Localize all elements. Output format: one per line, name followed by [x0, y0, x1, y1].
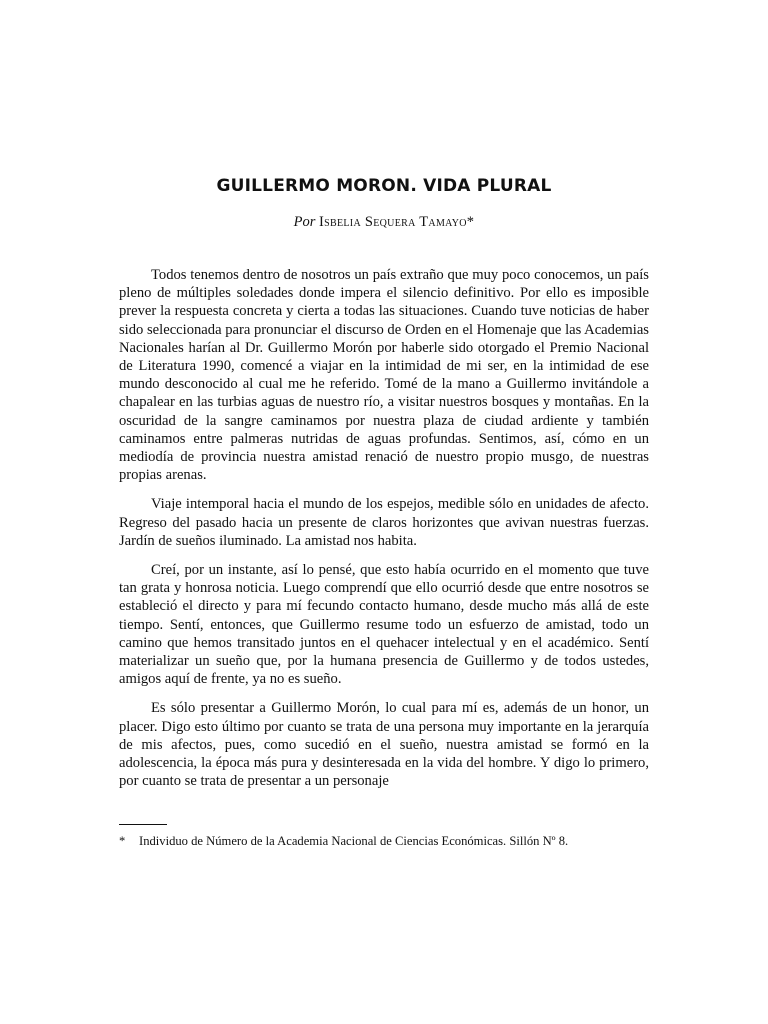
- paragraph-2: Viaje intemporal hacia el mundo de los espejos, medible sólo en unidades de afecto. Regreso del pasado hacia un presente de claros horizontes que avivan nuestras fuerzas. Jardín de sueños iluminado. La amistad nos habita.: [119, 496, 649, 549]
- footnote-mark: *: [119, 834, 126, 848]
- byline-prefix: Por: [293, 214, 316, 230]
- footnote: [119, 833, 649, 849]
- byline-author: Isbelia Sequera Tamayo*: [319, 214, 475, 230]
- footnote-text: Individuo de Número de la Academia Nacional de Ciencias Económicas. Sillón Nº 8.: [139, 834, 569, 848]
- paragraph-4: Es sólo presentar a Guillermo Morón, lo cual para mí es, además de un honor, un placer. Digo esto último por cuanto se trata de una persona muy importante en la jerarquía de mis afectos, pues, como sucedió en el sueño, nuestra amistad se formó en la adolescencia, la época más pura y desinteresada en la vida del hombre. Y digo lo primero, por cuanto se trata de presentar a un personaje: [119, 700, 649, 790]
- footnote-divider: [119, 824, 167, 825]
- paragraph-3: Creí, por un instante, así lo pensé, que esto había ocurrido en el momento que tuve tan grata y honrosa noticia. Luego comprendí que ello ocurrió desde que entre nosotros se estableció el directo y para mí fecundo contacto humano, desde mucho más allá de este tiempo. Sentí, entonces, que Guillermo resume todo un esfuerzo de amistad, todo un camino que hemos transitado juntos en el quehacer intelectual y en el académico. Sentí materializar un sueño que, por la humana presencia de Guillermo y de todos ustedes, amigos aquí de frente, ya no es sueño.: [119, 562, 649, 688]
- paragraph-1: Todos tenemos dentro de nosotros un país extraño que muy poco conocemos, un país pleno de múltiples soledades donde impera el silencio definitivo. Por ello es imposible prever la respuesta concreta y cierta a todas las situaciones. Cuando tuve noticias de haber sido seleccionada para pronunciar el discurso de Orden en el Homenaje que las Academias Nacionales harían al Dr. Guillermo Morón por haberle sido otorgado el Premio Nacional de Literatura 1990, comencé a viajar en la intimidad de mi ser, en la intimidad de ese mundo desconocido al cual me he referido. Tomé de la mano a Guillermo invitándole a chapalear en las turbias aguas de nuestro río, a visitar nuestros bosques y montañas. En la oscuridad de la sangre caminamos por nuestra plaza de ciudad ardiente y también caminamos entre palmeras nutridas de aguas profundas. Sentimos, así, cómo en un mediodía de provincia nuestra amistad renació de nuestro propio musgo, de nuestras propias arenas.: [119, 267, 649, 484]
- article-byline: [119, 214, 649, 231]
- article-title: GUILLERMO MORON. VIDA PLURAL: [216, 176, 552, 196]
- article-body: [119, 266, 649, 801]
